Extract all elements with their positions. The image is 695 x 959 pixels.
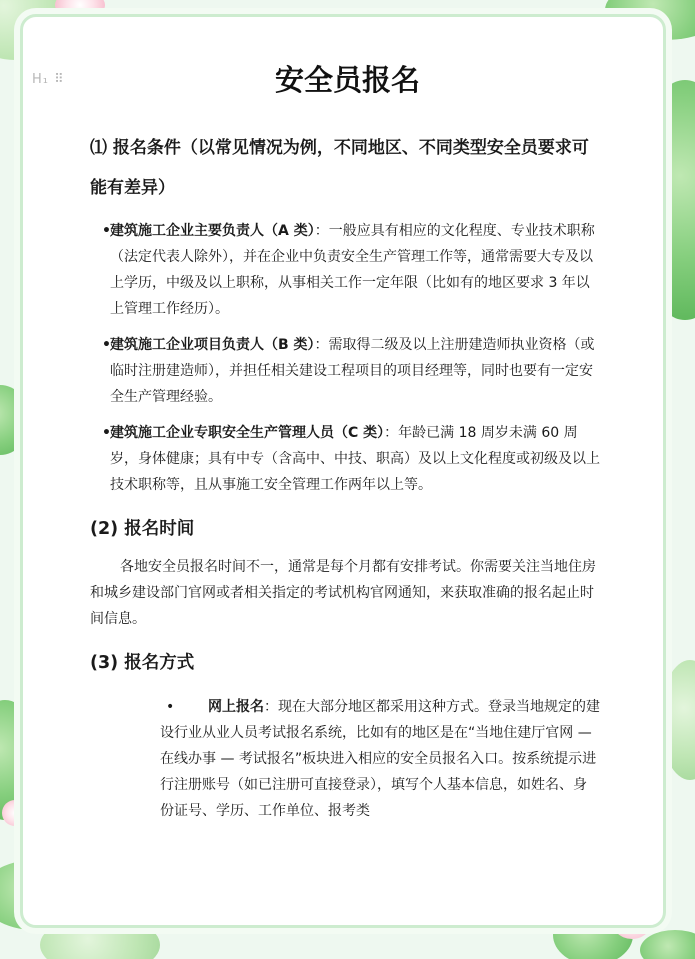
- list-item-label: 建筑施工企业主要负责人（A 类）: [110, 223, 315, 239]
- page-title: 安全员报名: [274, 63, 420, 97]
- list-item-text: ：需取得二级及以上注册建造师执业资格（或临时注册建造师），并担任相关建设工程项目的项目经理等，同时也要有一定安全生产管理经验。: [110, 337, 595, 405]
- bullet-icon: •: [102, 425, 111, 441]
- list-item: [84, 420, 600, 498]
- section-heading-method: (3) 报名方式: [90, 653, 195, 673]
- bullet-icon: •: [102, 337, 111, 353]
- list-item-label: 建筑施工企业专职安全生产管理人员（C 类）: [110, 425, 385, 441]
- section-heading-time: (2) 报名时间: [90, 519, 195, 539]
- list-item-text: ：年龄已满 18 周岁未满 60 周岁，身体健康；具有中专（含高中、中技、职高）及以上文化程度或初级及以上技术职称等，且从事施工安全管理工作两年以上等。: [110, 425, 600, 493]
- section-heading-conditions: ⑴ 报名条件（以常见情况为例，不同地区、不同类型安全员要求可能有差异）: [90, 138, 589, 198]
- conditions-list: [90, 218, 600, 498]
- heading-drag-handle[interactable]: H₁ ⠿: [32, 72, 65, 87]
- document-body: [90, 128, 600, 824]
- time-paragraph: 各地安全员报名时间不一，通常是每个月都有安排考试。你需要关注当地住房和城乡建设部门官网或者相关指定的考试机构官网通知，来获取准确的报名起止时间信息。: [90, 559, 596, 627]
- lotus-leaf-decoration: [640, 930, 695, 959]
- list-item: [84, 332, 600, 410]
- list-item: [84, 218, 600, 322]
- list-item-text: ：一般应具有相应的文化程度、专业技术职称（法定代表人除外），并在企业中负责安全生产管理工作等，通常需要大专及以上学历，中级及以上职称，从事相关工作一定年限（比如有的地区要求 3 年以上管理工作经历）。: [110, 223, 595, 317]
- bullet-icon: •: [166, 699, 175, 715]
- bullet-icon: •: [102, 223, 111, 239]
- list-item-label: 网上报名: [208, 699, 264, 715]
- list-item-label: 建筑施工企业项目负责人（B 类）: [110, 337, 315, 353]
- list-item-online: [90, 694, 600, 824]
- list-item-text: ：现在大部分地区都采用这种方式。登录当地规定的建设行业从业人员考试报名系统，比如有的地区是在“当地住建厅官网 — 在线办事 — 考试报名”板块进入相应的安全员报名入口。按系统提示进行注册账号（如已注册可直接登录），填写个人基本信息，如姓名、身份证号、学历、工作单位、报考类: [160, 699, 600, 819]
